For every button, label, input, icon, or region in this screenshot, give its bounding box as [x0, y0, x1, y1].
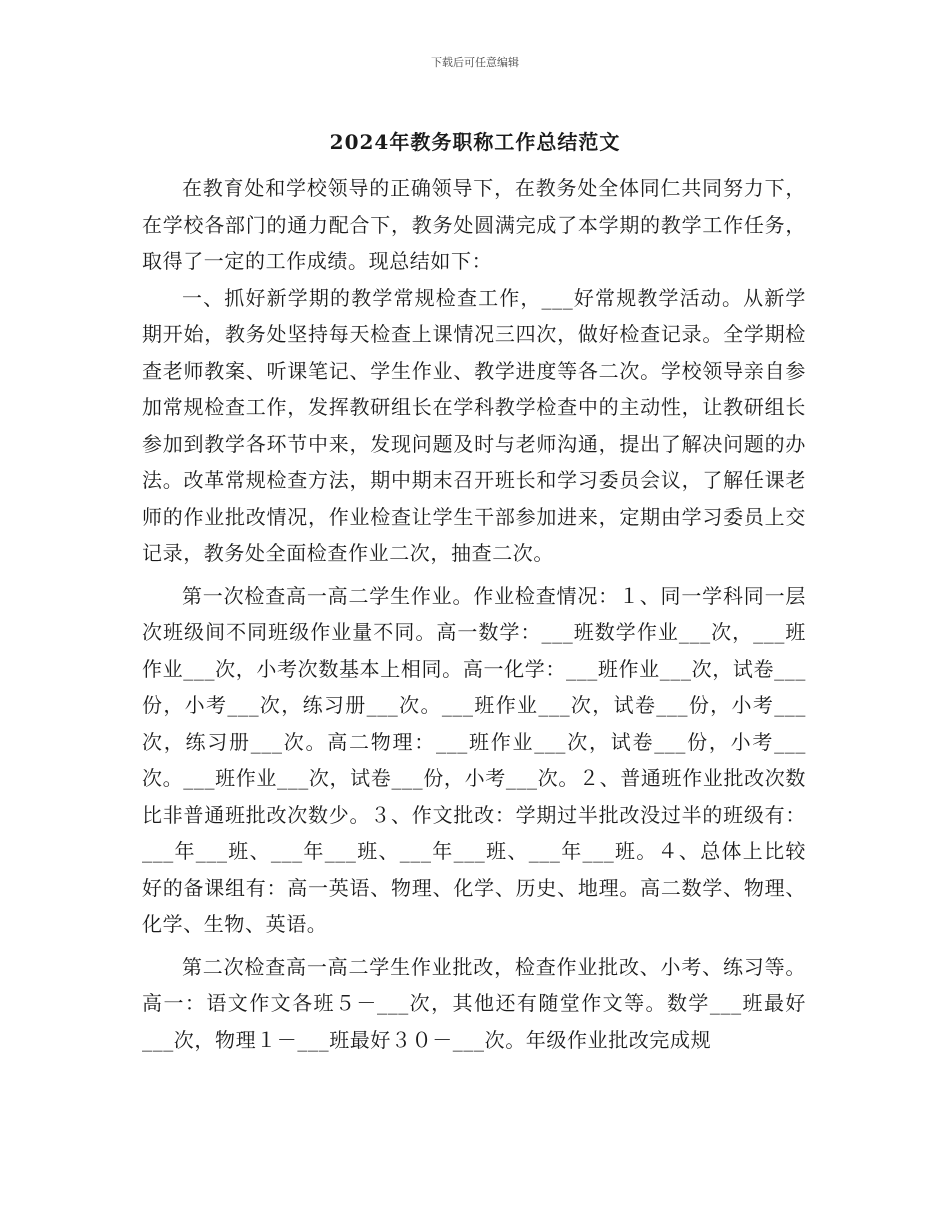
document-body — [142, 170, 806, 1058]
paragraph-intro: 在教育处和学校领导的正确领导下，在教务处全体同仁共同努力下，在学校各部门的通力配合下，教务处圆满完成了本学期的教学工作任务，取得了一定的工作成绩。现总结如下： — [142, 176, 806, 273]
paragraph-second-check: 第二次检查高一高二学生作业批改，检查作业批改、小考、练习等。高一：语文作文各班５－___次，其他还有随堂作文等。数学___班最好___次，物理１－___班最好３０－___次。年级作业批改完成规 — [142, 954, 806, 1052]
document-title: 2024年教务职称工作总结范文 — [329, 130, 621, 154]
paragraph-first-check: 第一次检查高一高二学生作业。作业检查情况：１、同一学科同一层次班级间不同班级作业量不同。高一数学：___班数学作业___次，___班作业___次，小考次数基本上相同。高一化学：___班作业___次，试卷___份，小考___次，练习册___次。___班作业___次，试卷___份，小考___次，练习册___次。高二物理：___班作业___次，试卷___份，小考___次。___班作业___次，试卷___份，小考___次。２、普通班作业批改次数比非普通班批改次数少。３、作文批改：学期过半批改没过半的班级有：___年___班、___年___班、___年___班、___年___班。４、总体上比较好的备课组有：高一英语、物理、化学、历史、地理。高二数学、物理、化学、生物、英语。 — [142, 583, 806, 936]
header-note: 下载后可任意编辑 — [431, 56, 519, 69]
paragraph-section-one: 一、抓好新学期的教学常规检查工作，___好常规教学活动。从新学期开始，教务处坚持每天检查上课情况三四次，做好检查记录。全学期检查老师教案、听课笔记、学生作业、教学进度等各二次。学校领导亲自参加常规检查工作，发挥教研组长在学科教学检查中的主动性，让教研组长参加到教学各环节中来，发现问题及时与老师沟通，提出了解决问题的办法。改革常规检查方法，期中期末召开班长和学习委员会议，了解任课老师的作业批改情况，作业检查让学生干部参加进来，定期由学习委员上交记录，教务处全面检查作业二次，抽查二次。 — [142, 285, 806, 565]
